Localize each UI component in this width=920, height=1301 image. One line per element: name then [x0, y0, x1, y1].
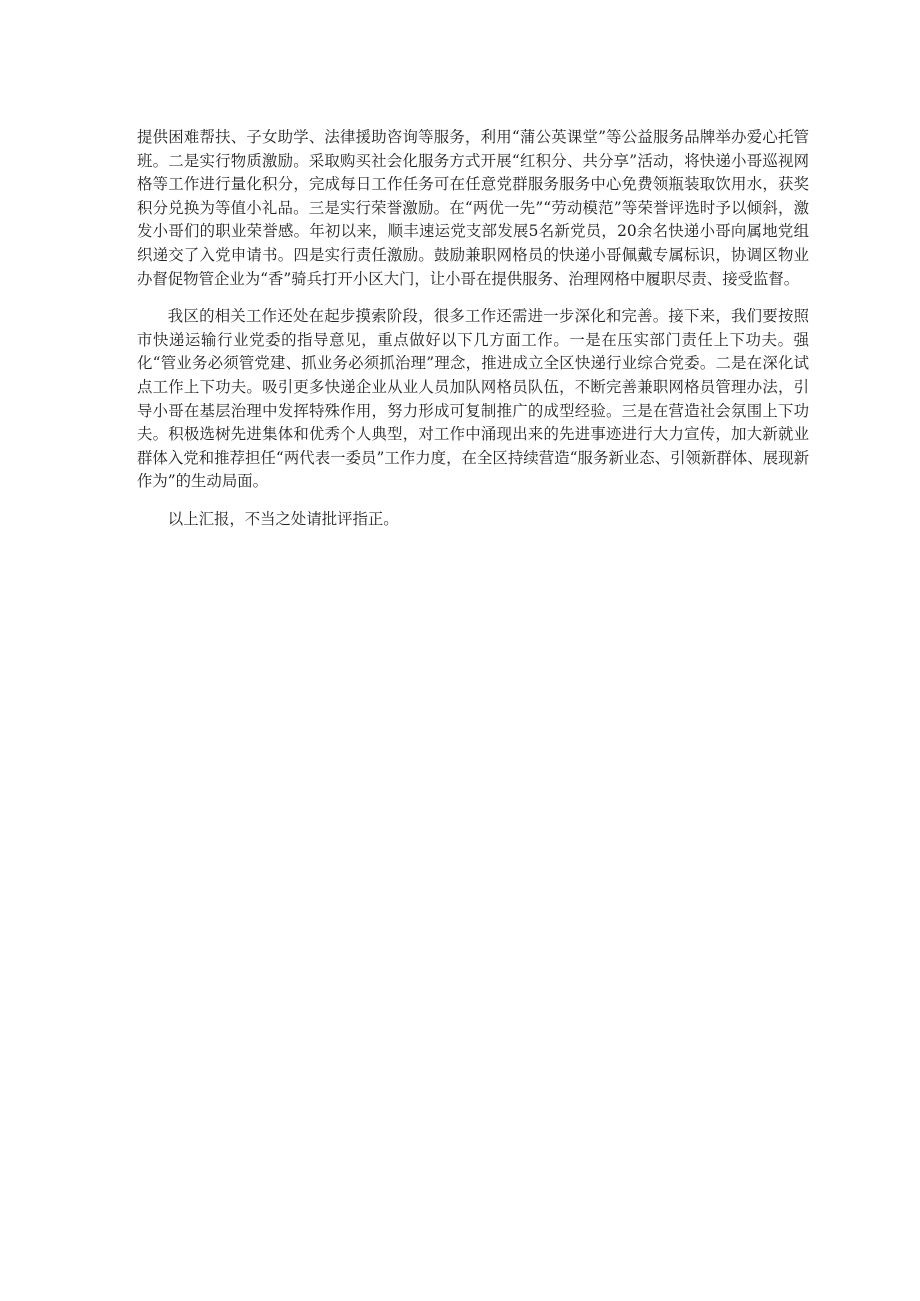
paragraph-continued: 提供困难帮扶、子女助学、法律援助咨询等服务，利用“蒲公英课堂”等公益服务品牌举办爱心托管班。二是实行物质激励。采取购买社会化服务方式开展“红积分、共分享”活动，将快递小哥巡视网格等工作进行量化积分，完成每日工作任务可在任意党群服务服务中心免费领瓶装取饮用水，获奖积分兑换为等值小礼品。三是实行荣誉激励。在“两优一先”“劳动模范”等荣誉评选时予以倾斜，激发小哥们的职业荣誉感。年初以来，顺丰速运党支部发展5名新党员，20余名快递小哥向属地党组织递交了入党申请书。四是实行责任激励。鼓励兼职网格员的快递小哥佩戴专属标识，协调区物业办督促物管企业为“香”骑兵打开小区大门，让小哥在提供服务、治理网格中履职尽责、接受监督。 [137, 128, 809, 288]
paragraph-closing: 以上汇报，不当之处请批评指正。 [167, 509, 399, 528]
paragraph-next-steps: 我区的相关工作还处在起步摸索阶段，很多工作还需进一步深化和完善。接下来，我们要按照市快递运输行业党委的指导意见，重点做好以下几方面工作。一是在压实部门责任上下功夫。强化“管业务必须管党建、抓业务必须抓治理”理念，推进成立全区快递行业综合党委。二是在深化试点工作上下功夫。吸引更多快递企业从业人员加队网格员队伍，不断完善兼职网格员管理办法，引导小哥在基层治理中发挥特殊作用，努力形成可复制推广的成型经验。三是在营造社会氛围上下功夫。积极选树先进集体和优秀个人典型，对工作中涌现出来的先进事迹进行大力宣传，加大新就业群体入党和推荐担任“两代表一委员”工作力度，在全区持续营造“服务新业态、引领新群体、展现新作为”的生动局面。 [137, 307, 809, 491]
paragraph-gap [137, 494, 809, 508]
document-body [137, 126, 809, 532]
paragraph-gap [137, 291, 809, 305]
